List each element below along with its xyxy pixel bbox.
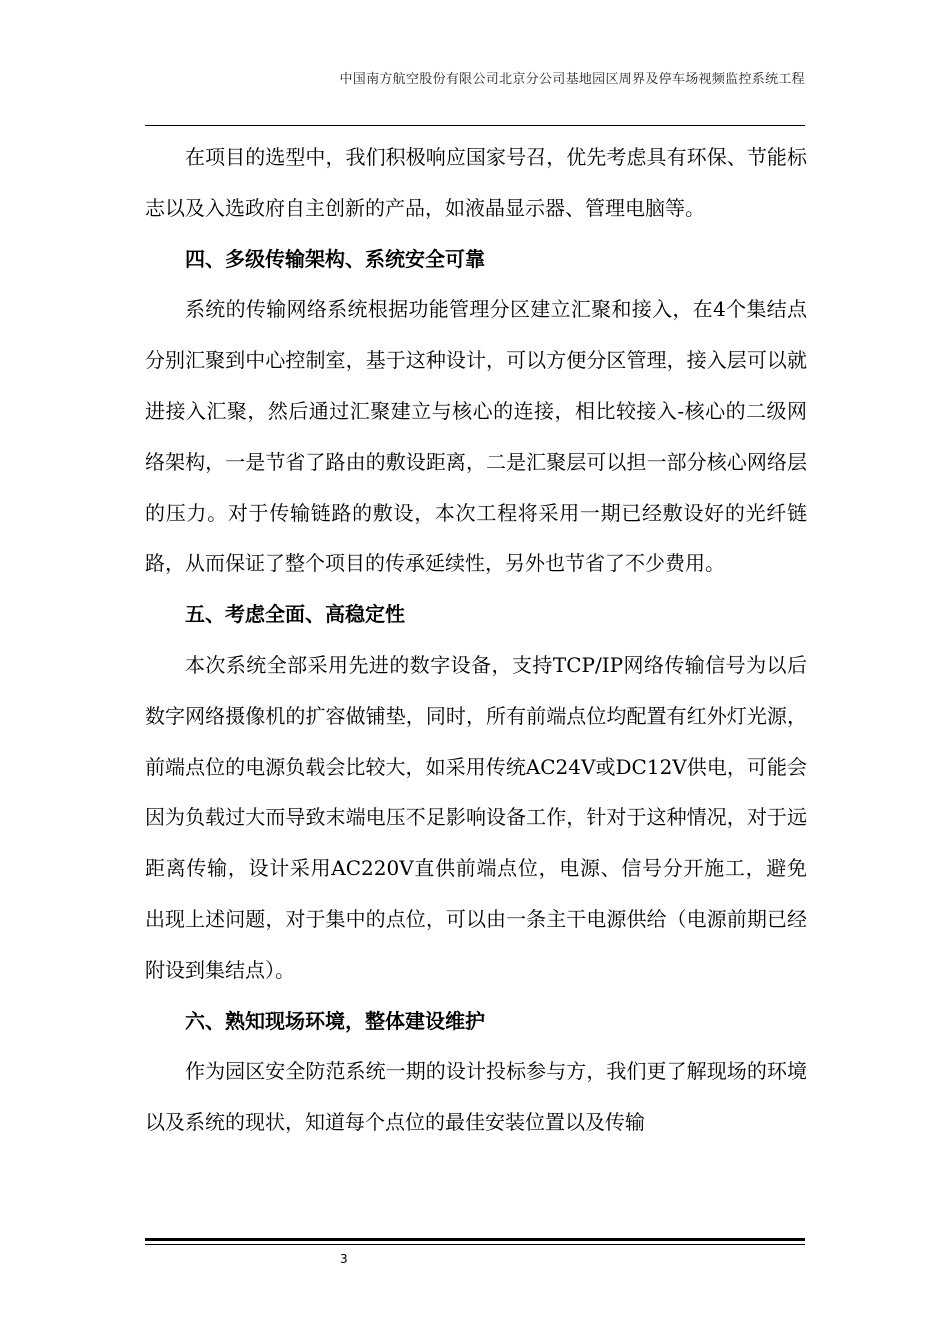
paragraph-product-selection: 在项目的选型中，我们积极响应国家号召，优先考虑具有环保、节能标志以及入选政府自主创新的产品，如液晶显示器、管理电脑等。 bbox=[145, 145, 807, 220]
section-heading-5: 五、考虑全面、高稳定性 bbox=[185, 602, 405, 627]
page-header-title: 中国南方航空股份有限公司北京分公司基地园区周界及停车场视频监控系统工程 bbox=[339, 72, 805, 87]
header-divider bbox=[145, 125, 805, 126]
section-heading-4: 四、多级传输架构、系统安全可靠 bbox=[185, 246, 485, 271]
page-number: 3 bbox=[340, 1252, 348, 1266]
document-body bbox=[145, 132, 807, 1148]
paragraph-transmission-network: 系统的传输网络系统根据功能管理分区建立汇聚和接入，在4个集结点分别汇聚到中心控制室，基于这种设计，可以方便分区管理，接入层可以就进接入汇聚，然后通过汇聚建立与核心的连接，相比较接入-核心的二级网络架构，一是节省了路由的敷设距离，二是汇聚层可以担一部分核心网络层的压力。对于传输链路的敷设，本次工程将采用一期已经敷设好的光纤链路，从而保证了整个项目的传承延续性，另外也节省了不少费用。 bbox=[145, 297, 807, 576]
paragraph-digital-equipment: 本次系统全部采用先进的数字设备，支持TCP/IP网络传输信号为以后数字网络摄像机的扩容做铺垫，同时，所有前端点位均配置有红外灯光源，前端点位的电源负载会比较大，如采用传统AC24V或DC12V供电，可能会因为负载过大而导致末端电压不足影响设备工作，针对于这种情况，对于远距离传输，设计采用AC220V直供前端点位，电源、信号分开施工，避免出现上述问题，对于集中的点位，可以由一条主干电源供给（电源前期已经附设到集结点）。 bbox=[145, 652, 807, 982]
footer-divider-thin bbox=[145, 1244, 805, 1245]
paragraph-site-environment: 作为园区安全防范系统一期的设计投标参与方，我们更了解现场的环境以及系统的现状，知道每个点位的最佳安装位置以及传输 bbox=[145, 1059, 807, 1135]
section-heading-6: 六、熟知现场环境，整体建设维护 bbox=[185, 1008, 485, 1033]
footer-divider-thick bbox=[145, 1238, 805, 1241]
